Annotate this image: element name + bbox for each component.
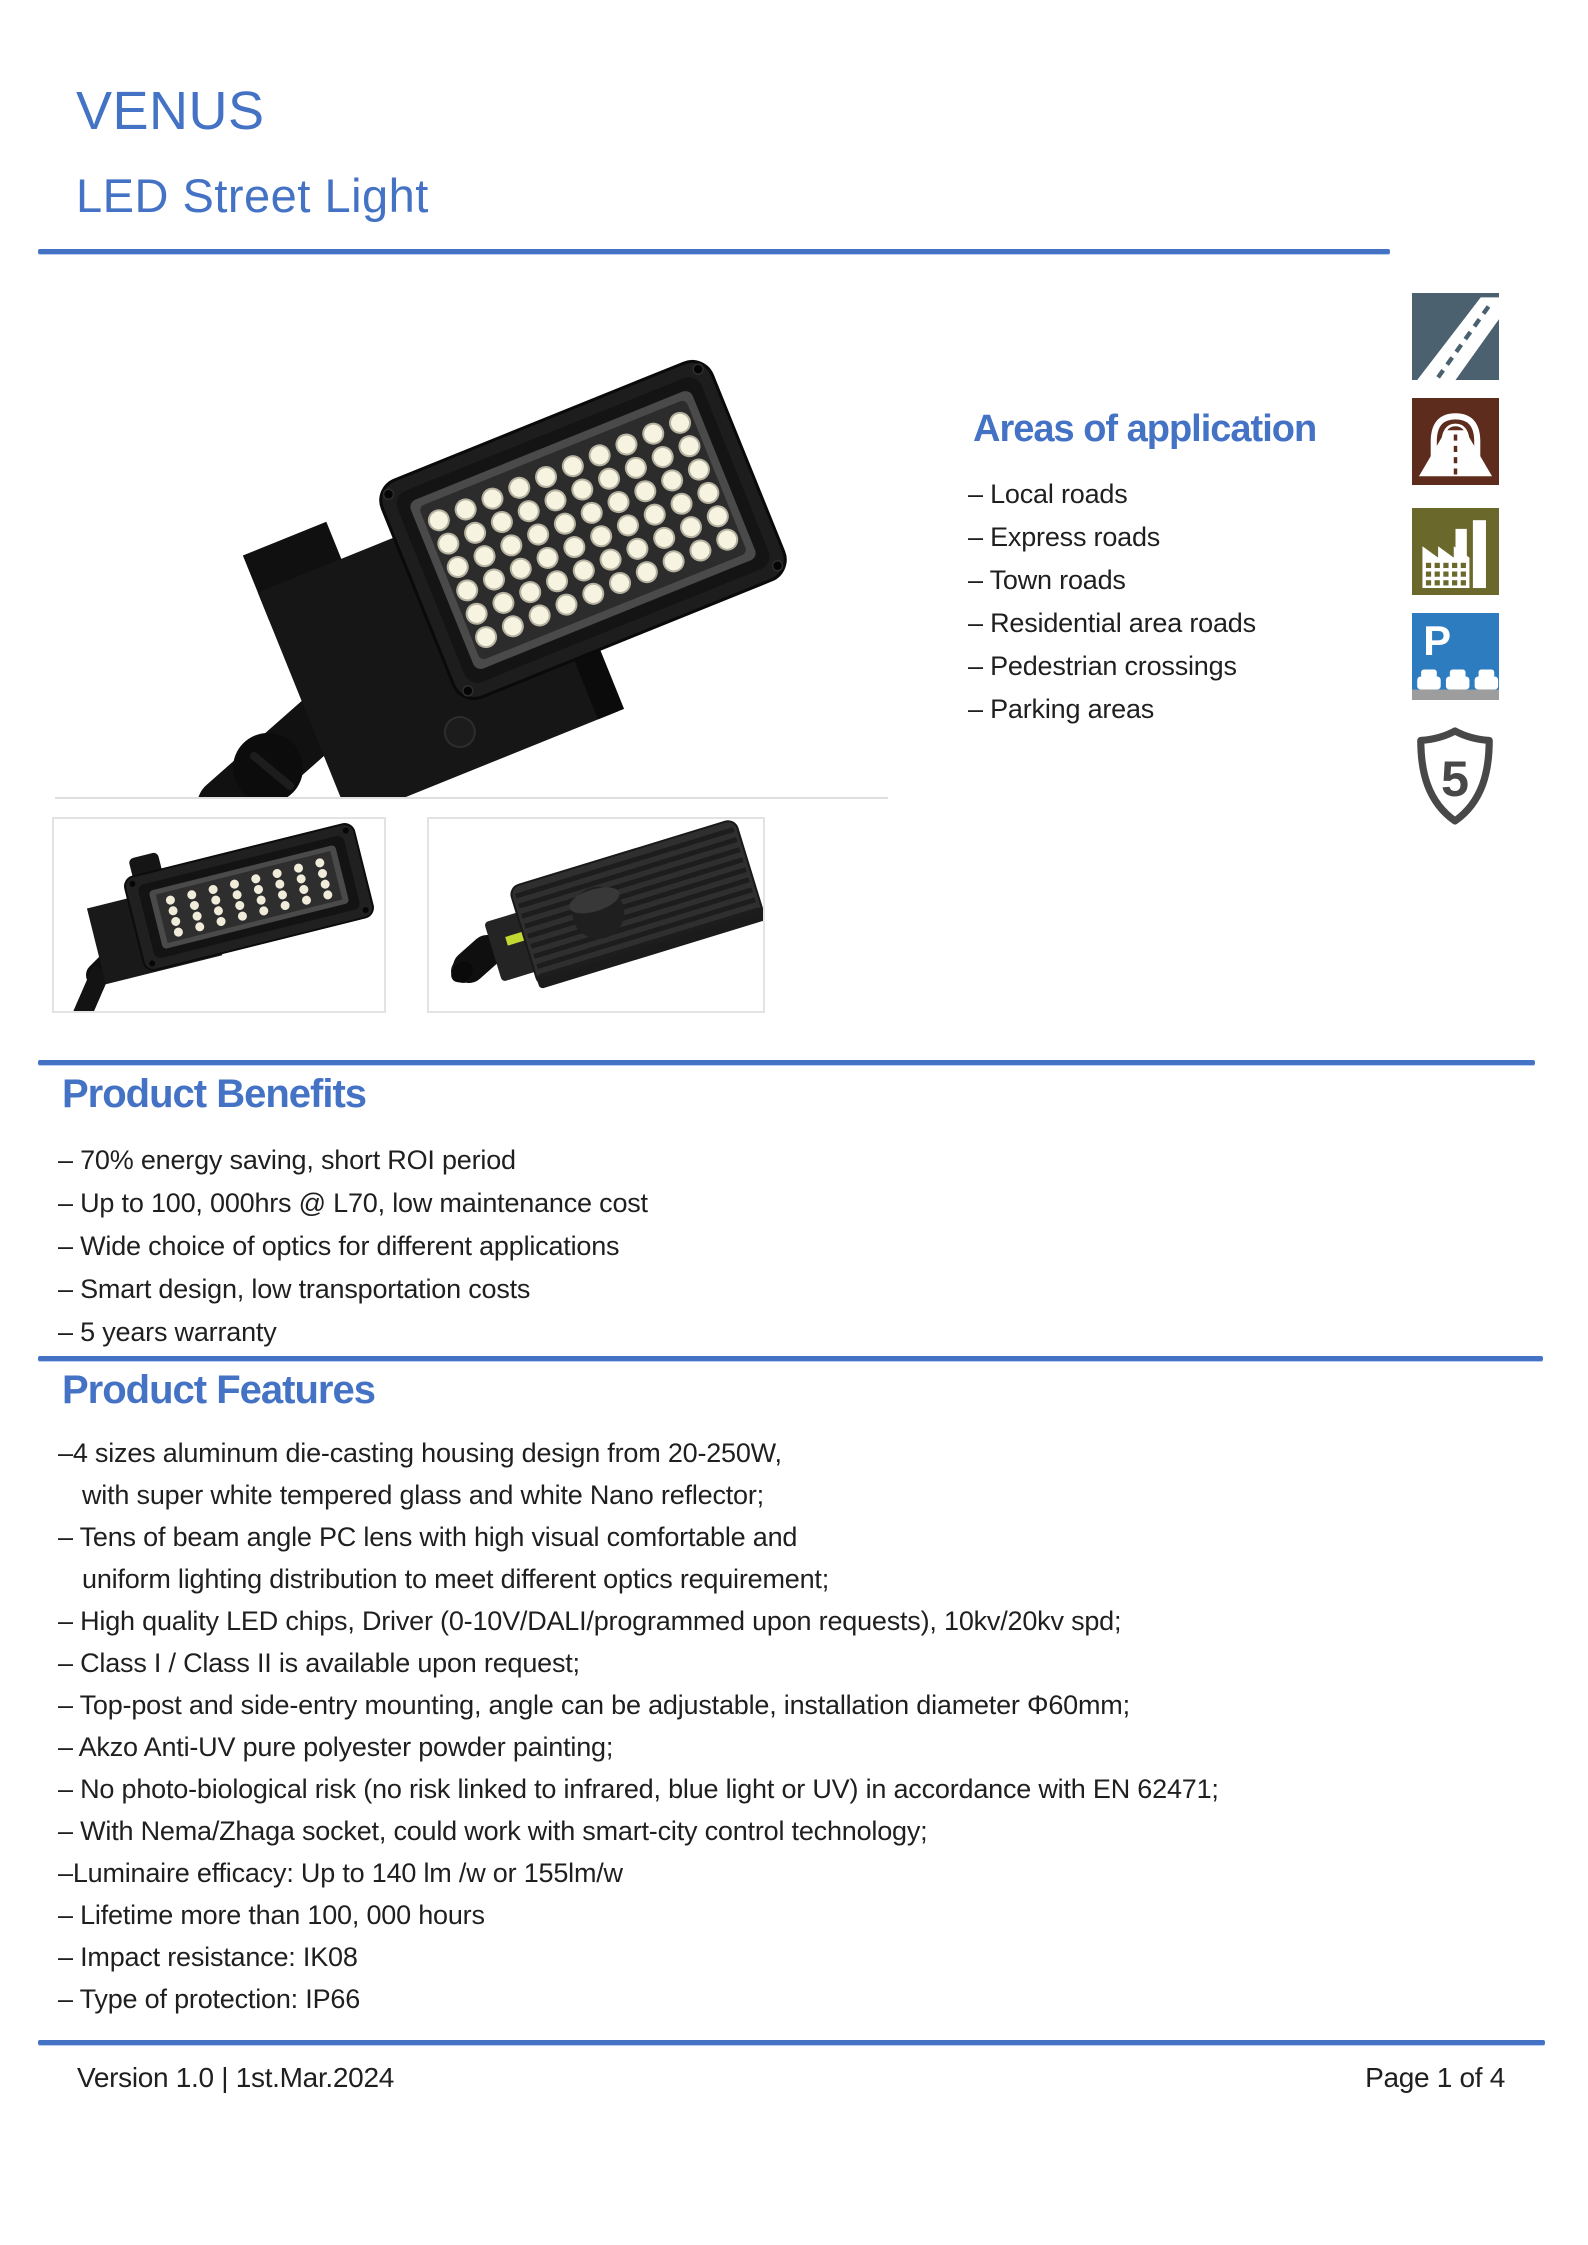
warranty-5-years-shield-icon <box>1410 720 1500 832</box>
feature-item: with super white tempered glass and white Nano reflector; <box>82 1480 764 1510</box>
feature-item: – No photo-biological risk (no risk linked to infrared, blue light or UV) in accordance with EN 62471; <box>58 1774 1219 1804</box>
benefit-item: – 5 years warranty <box>58 1317 277 1347</box>
feature-item: – Type of protection: IP66 <box>58 1984 361 2014</box>
benefits-heading: Product Benefits <box>62 1072 367 1116</box>
main-product-image <box>40 258 890 798</box>
application-item: – Local roads <box>968 479 1128 509</box>
feature-item: – Top-post and side-entry mounting, angle can be adjustable, installation diameter Φ60mm; <box>58 1690 1130 1720</box>
features-heading: Product Features <box>62 1368 375 1412</box>
benefit-item: – Wide choice of optics for different applications <box>58 1231 620 1261</box>
thumb-heatsink <box>476 819 763 999</box>
parking-letter: P <box>1423 616 1452 664</box>
photo-bottom-edge <box>55 797 888 799</box>
feature-item: – Tens of beam angle PC lens with high visual comfortable and <box>58 1522 798 1552</box>
parking-icon <box>1412 613 1499 700</box>
benefit-item: – Smart design, low transportation costs <box>58 1274 531 1304</box>
led-street-light-illustration <box>40 258 890 798</box>
footer-divider <box>38 2040 1545 2045</box>
warranty-years-number: 5 <box>1440 749 1470 807</box>
factory-icon <box>1412 508 1499 595</box>
feature-item: – Impact resistance: IK08 <box>58 1942 358 1972</box>
feature-item: – Lifetime more than 100, 000 hours <box>58 1900 485 1930</box>
feature-item: – Class I / Class II is available upon request; <box>58 1648 580 1678</box>
feature-item: – With Nema/Zhaga socket, could work with smart-city control technology; <box>58 1816 928 1846</box>
application-item: – Residential area roads <box>968 608 1256 638</box>
footer-version: Version 1.0 | 1st.Mar.2024 <box>77 2062 395 2093</box>
road-icon <box>1412 293 1499 380</box>
benefits-divider <box>38 1060 1535 1065</box>
application-list <box>968 473 1256 731</box>
benefits-list <box>58 1139 648 1354</box>
tunnel-icon <box>1412 398 1499 485</box>
application-item: – Parking areas <box>968 694 1155 724</box>
feature-item: – Akzo Anti-UV pure polyester powder painting; <box>58 1732 614 1762</box>
application-item: – Express roads <box>968 522 1161 552</box>
header-divider <box>38 249 1390 254</box>
benefit-item: – 70% energy saving, short ROI period <box>58 1145 516 1175</box>
feature-item: uniform lighting distribution to meet different optics requirement; <box>82 1564 829 1594</box>
application-item: – Pedestrian crossings <box>968 651 1237 681</box>
page-subtitle: LED Street Light <box>76 169 429 222</box>
features-divider <box>38 1356 1543 1361</box>
features-list <box>58 1432 1219 2020</box>
feature-item: – High quality LED chips, Driver (0-10V/DALI/programmed upon requests), 10kv/20kv spd; <box>58 1606 1122 1636</box>
application-item: – Town roads <box>968 565 1126 595</box>
feature-item: –4 sizes aluminum die-casting housing design from 20-250W, <box>58 1438 782 1468</box>
feature-item: –Luminaire efficacy: Up to 140 lm /w or 155lm/w <box>58 1858 623 1888</box>
footer-page-number: Page 1 of 4 <box>1365 2062 1505 2093</box>
product-thumbnail-back <box>427 817 765 1013</box>
benefit-item: – Up to 100, 000hrs @ L70, low maintenance cost <box>58 1188 648 1218</box>
page-title: VENUS <box>76 81 265 141</box>
product-thumbnail-front <box>52 817 386 1013</box>
application-heading: Areas of application <box>973 408 1317 450</box>
thumb-lamp-head <box>78 819 376 984</box>
